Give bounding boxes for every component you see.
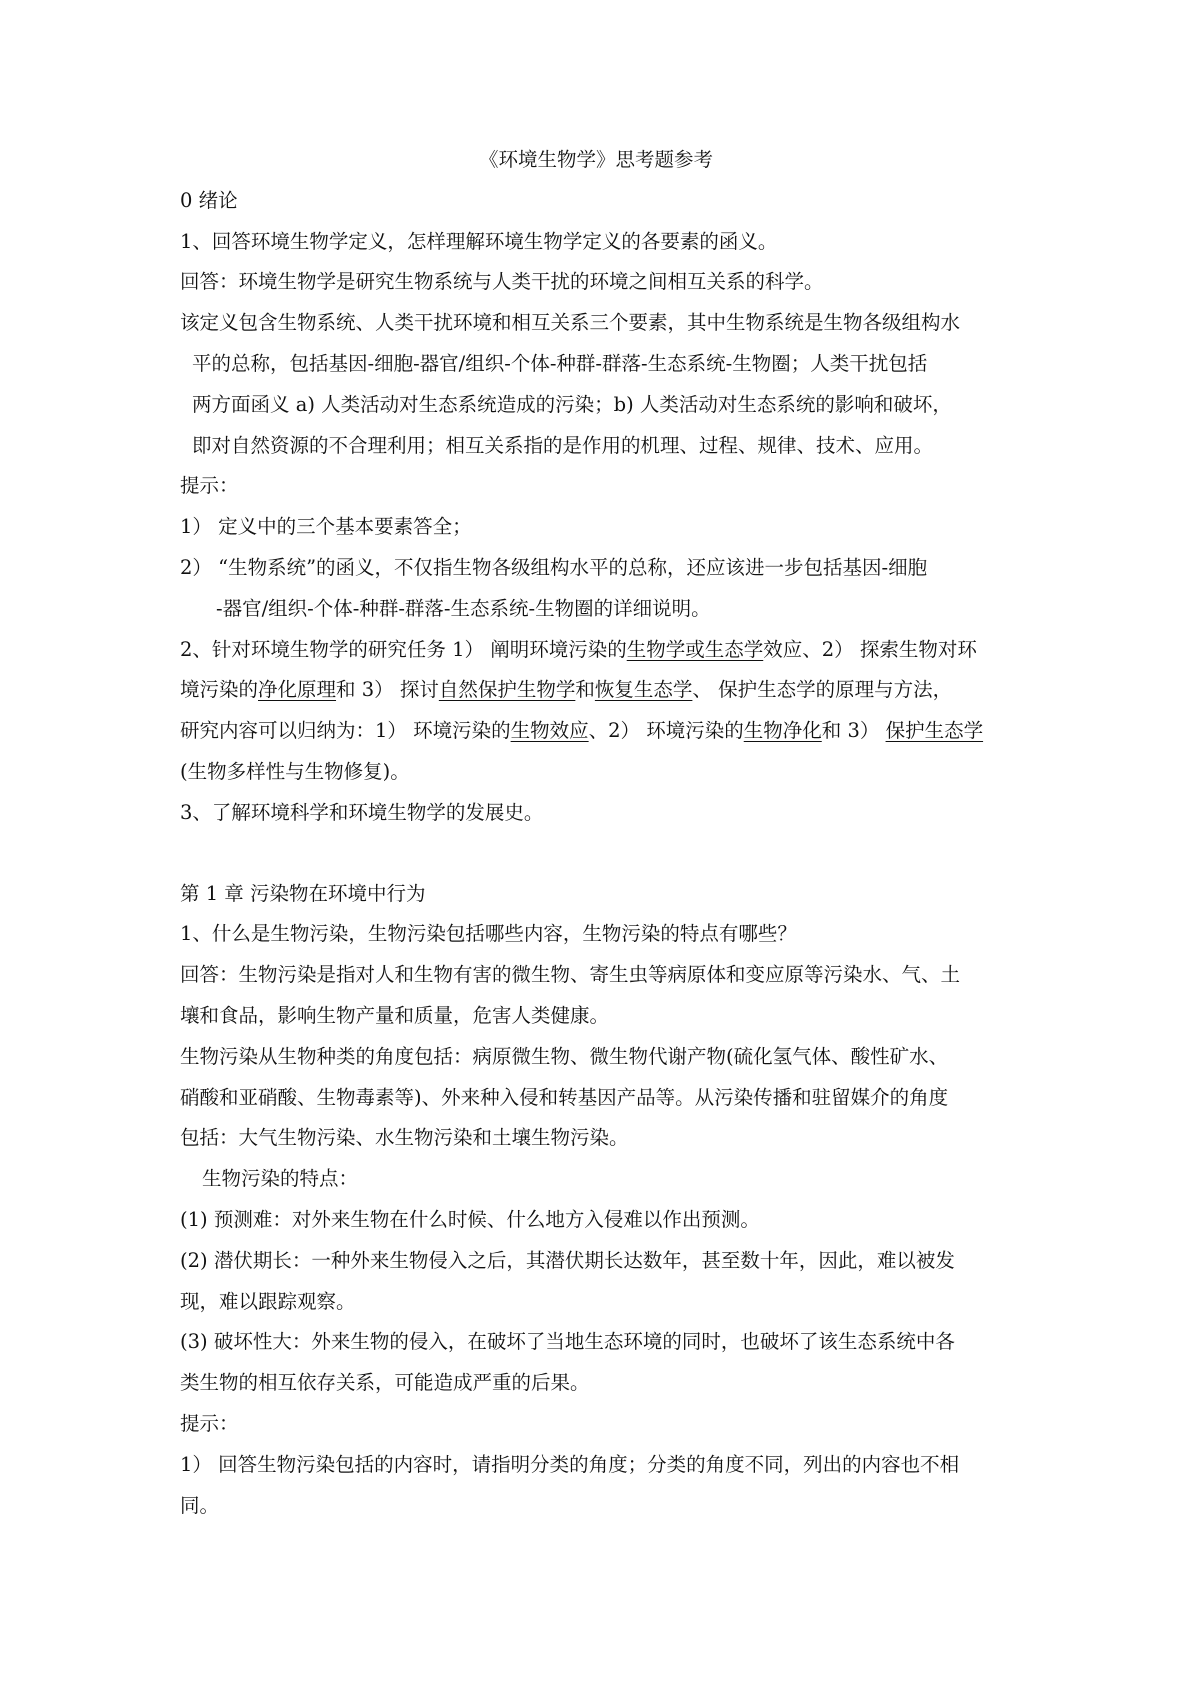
hint-item: 1） 定义中的三个基本要素答全； (180, 515, 472, 539)
text-run: 和 3） (821, 719, 886, 743)
hint-item-continuation: 同。 (180, 1493, 220, 1517)
text-run: 效应、2） 探索生物对环 (763, 637, 977, 661)
section-heading-chapter-1: 第 1 章 污染物在环境中行为 (180, 881, 426, 905)
question-2-line: (生物多样性与生物修复)。 (180, 759, 410, 783)
underlined-term: 生物效应 (510, 719, 589, 743)
answer-1-detail-line: 平的总称，包括基因-细胞-器官/组织-个体-种群-群落-生态系统-生物圈；人类干扰包括 (192, 351, 928, 375)
answer-1: 回答：环境生物学是研究生物系统与人类干扰的环境之间相互关系的科学。 (180, 270, 824, 294)
question-1: 1、回答环境生物学定义，怎样理解环境生物学定义的各要素的函义。 (180, 229, 778, 253)
question-1: 1、什么是生物污染，生物污染包括哪些内容，生物污染的特点有哪些？ (180, 922, 797, 946)
hint-label: 提示： (180, 1411, 239, 1435)
underlined-term: 净化原理 (258, 678, 337, 702)
document-body (180, 140, 1012, 1526)
question-2 (180, 630, 1012, 671)
section-spacer (180, 834, 1012, 874)
hint-item-continuation: -器官/组织-个体-种群-群落-生态系统-生物圈的详细说明。 (216, 596, 711, 620)
underlined-term: 生物学或生态学 (626, 637, 764, 661)
question-2-line (180, 711, 1012, 752)
feature-item: (2) 潜伏期长：一种外来生物侵入之后，其潜伏期长达数年，甚至数十年，因此，难以被发 (180, 1248, 955, 1272)
text-run: 和 (575, 678, 595, 702)
text-run: 、 保护生态学的原理与方法， (692, 678, 953, 702)
feature-item-continuation: 类生物的相互依存关系，可能造成严重的后果。 (180, 1371, 590, 1395)
answer-line: 壤和食品，影响生物产量和质量，危害人类健康。 (180, 1003, 610, 1027)
answer-1-detail-line: 即对自然资源的不合理利用；相互关系指的是作用的机理、过程、规律、技术、应用。 (192, 433, 934, 457)
hint-label: 提示： (180, 474, 239, 498)
underlined-term: 保护生态学 (885, 719, 984, 743)
text-run: 、2） 环境污染的 (588, 719, 744, 743)
answer-1-detail-line: 该定义包含生物系统、人类干扰环境和相互关系三个要素，其中生物系统是生物各级组构水 (180, 311, 961, 335)
question-2-line (180, 670, 1012, 711)
answer-line: 生物污染从生物种类的角度包括：病原微生物、微生物代谢产物(硫化氢气体、酸性矿水、 (180, 1044, 949, 1068)
text-run: 2、针对环境生物学的研究任务 1） 阐明环境污染的 (180, 637, 627, 661)
hint-item: 2） “生物系统”的函义，不仅指生物各级组构水平的总称，还应该进一步包括基因-细胞 (180, 555, 928, 579)
answer-line: 硝酸和亚硝酸、生物毒素等)、外来种入侵和转基因产品等。从污染传播和驻留媒介的角度 (180, 1085, 949, 1109)
hint-item: 1） 回答生物污染包括的内容时，请指明分类的角度；分类的角度不同，列出的内容也不相 (180, 1452, 960, 1476)
features-label: 生物污染的特点： (202, 1167, 359, 1191)
text-run: 和 3） 探讨 (336, 678, 439, 702)
feature-item: (3) 破坏性大：外来生物的侵入，在破坏了当地生态环境的同时，也破坏了该生态系统中各 (180, 1330, 955, 1354)
section-heading-intro: 0 绪论 (180, 188, 238, 212)
text-run: 境污染的 (180, 678, 259, 702)
underlined-term: 生物净化 (743, 719, 822, 743)
text-run: 研究内容可以归纳为：1） 环境污染的 (180, 719, 511, 743)
answer-line: 回答：生物污染是指对人和生物有害的微生物、寄生虫等病原体和变应原等污染水、气、土 (180, 963, 961, 987)
document-title: 《环境生物学》思考题参考 (478, 148, 713, 171)
feature-item-continuation: 现，难以跟踪观察。 (180, 1289, 356, 1313)
underlined-term: 恢复生态学 (594, 678, 693, 702)
question-3: 3、了解环境科学和环境生物学的发展史。 (180, 800, 544, 824)
answer-line: 包括：大气生物污染、水生物污染和土壤生物污染。 (180, 1126, 629, 1150)
feature-item: (1) 预测难：对外来生物在什么时候、什么地方入侵难以作出预测。 (180, 1207, 760, 1231)
answer-1-detail-line: 两方面函义 a) 人类活动对生态系统造成的污染；b) 人类活动对生态系统的影响和破坏， (192, 392, 952, 416)
underlined-term: 自然保护生物学 (438, 678, 576, 702)
